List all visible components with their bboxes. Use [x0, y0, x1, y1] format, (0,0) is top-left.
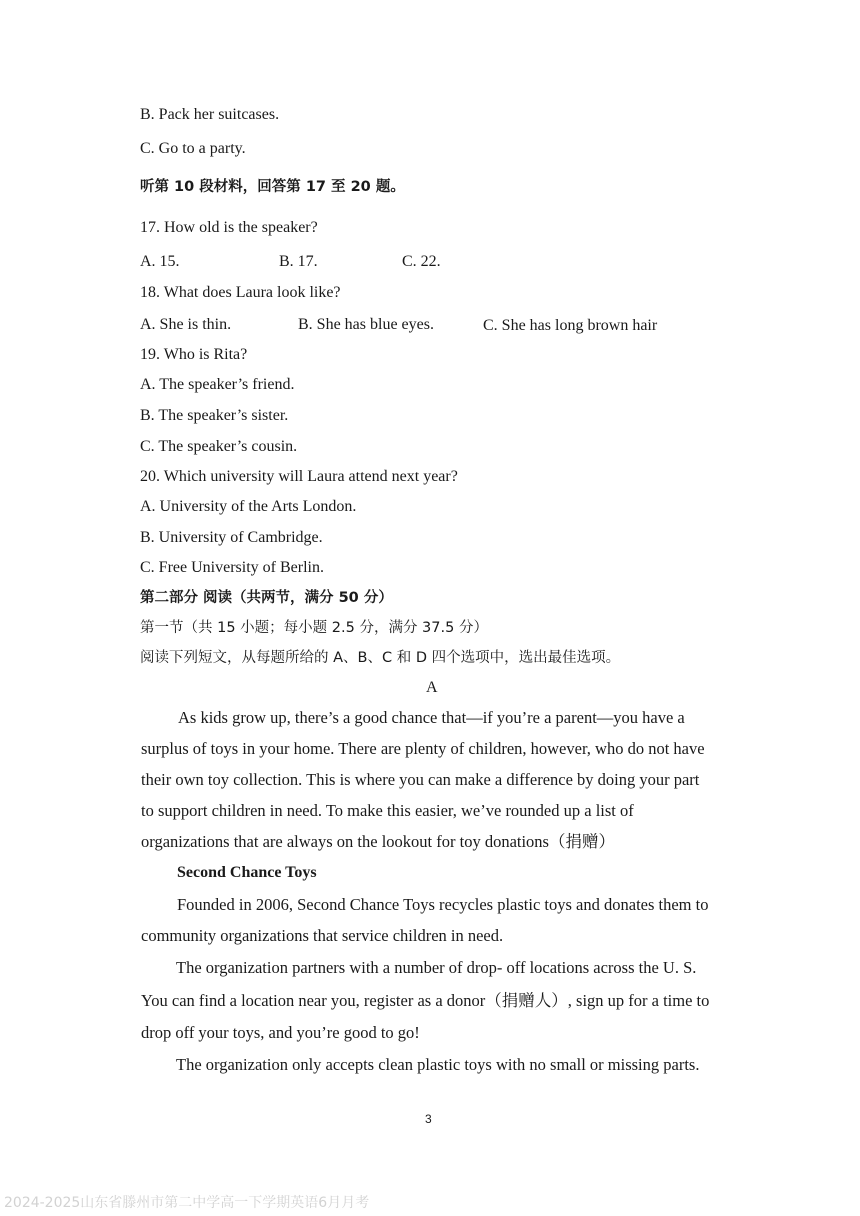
passage-line: The organization partners with a number of drop- off locations across the U. S.: [176, 958, 697, 977]
question-16-option-b: B. Pack her suitcases.: [140, 106, 280, 123]
page-number: 3: [425, 1112, 432, 1126]
passage-line: organizations that are always on the lookout for toy donations（捐赠）: [141, 832, 615, 851]
question-18: 18. What does Laura look like?: [140, 284, 341, 301]
passage-letter: A: [426, 679, 438, 696]
question-20-option-a: A. University of the Arts London.: [140, 498, 357, 515]
passage-line: surplus of toys in your home. There are plenty of children, however, who do not have: [141, 739, 705, 758]
passage-line: Founded in 2006, Second Chance Toys recycles plastic toys and donates them to: [177, 895, 709, 914]
question-18-option-b: B. She has blue eyes.: [298, 316, 434, 333]
passage-line: You can find a location near you, register as a donor（捐赠人）, sign up for a time to: [141, 991, 710, 1010]
question-17-option-a: A. 15.: [140, 253, 180, 270]
question-17: 17. How old is the speaker?: [140, 219, 318, 236]
question-19-option-a: A. The speaker’s friend.: [140, 376, 295, 393]
question-20-option-b: B. University of Cambridge.: [140, 529, 323, 546]
question-18-option-c: C. She has long brown hair: [483, 317, 658, 334]
question-20: 20. Which university will Laura attend next year?: [140, 468, 458, 485]
section-one-heading: 第一节（共 15 小题；每小题 2.5 分，满分 37.5 分）: [140, 620, 488, 636]
question-19: 19. Who is Rita?: [140, 346, 248, 363]
question-18-option-a: A. She is thin.: [140, 316, 232, 333]
question-19-option-b: B. The speaker’s sister.: [140, 407, 289, 424]
passage-subheading: Second Chance Toys: [177, 864, 317, 881]
reading-instructions: 阅读下列短文，从每题所给的 A、B、C 和 D 四个选项中，选出最佳选项。: [140, 650, 621, 666]
question-19-option-c: C. The speaker’s cousin.: [140, 438, 298, 455]
question-16-option-c: C. Go to a party.: [140, 140, 246, 157]
passage-line: their own toy collection. This is where you can make a difference by doing your part: [141, 770, 700, 789]
listening-section-10-heading: 听第 10 段材料，回答第 17 至 20 题。: [140, 179, 405, 195]
passage-line: The organization only accepts clean plastic toys with no small or missing parts.: [176, 1055, 700, 1074]
passage-line: As kids grow up, there’s a good chance that—if you’re a parent—you have a: [178, 708, 685, 727]
passage-line: drop off your toys, and you’re good to go!: [141, 1023, 420, 1042]
passage-line: to support children in need. To make this easier, we’ve rounded up a list of: [141, 801, 634, 820]
question-17-option-c: C. 22.: [402, 253, 441, 270]
question-17-option-b: B. 17.: [279, 253, 318, 270]
page-footer-watermark: 2024-2025山东省滕州市第二中学高一下学期英语6月月考: [4, 1195, 370, 1211]
part-two-heading: 第二部分 阅读（共两节，满分 50 分）: [140, 590, 393, 606]
passage-line: community organizations that service children in need.: [141, 926, 504, 945]
question-20-option-c: C. Free University of Berlin.: [140, 559, 324, 576]
